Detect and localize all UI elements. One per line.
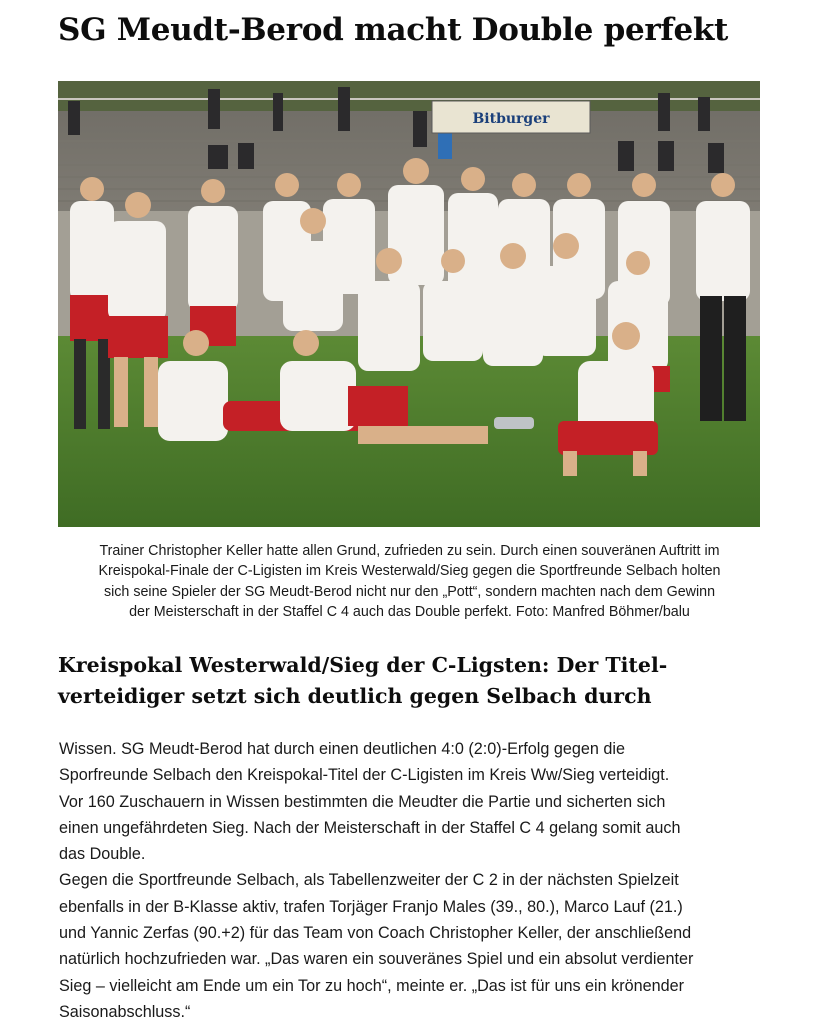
article-headline: SG Meudt-Berod macht Double perfekt [58,12,729,48]
body-line: und Yannic Zerfas (90.+2) für das Team von Coach Christopher Keller, der anschließend [59,924,692,943]
body-line: ebenfalls in der B-Klasse aktiv, trafen Torjäger Franjo Males (39., 80.), Marco Lauf (21.) [59,897,683,916]
trophy [494,417,534,429]
body-line: Sieg – vielleicht am Ende um ein Tor zu hoch“, meinte er. „Das ist für uns ein krönender [59,976,685,995]
photo-caption [50,541,769,623]
body-line: einen ungefährdeten Sieg. Nach der Meisterschaft in der Staffel C 4 gelang somit auch [59,818,681,837]
banner-text: Bitburger [472,111,550,127]
body-line: natürlich hochzufrieden war. „Das waren ein souveränes Spiel und ein absolut verdienter [59,950,694,969]
caption-line: Trainer Christopher Keller hatte allen Grund, zufrieden zu sein. Durch einen souveränen Auftritt im [99,543,720,559]
caption-line: der Meisterschaft in der Staffel C 4 auch das Double perfekt. Foto: Manfred Böhmer/balu [129,604,690,621]
article-subheadline [58,650,770,712]
caption-line: sich seine Spieler der SG Meudt-Berod nicht nur den „Pott“, sondern machten nach dem Gewinn [103,583,716,600]
trees [58,81,760,111]
body-line: Saisonabschluss.“ [59,1002,191,1021]
team-photo [58,81,760,527]
subheadline-line: verteidiger setzt sich deutlich gegen Selbach durch [58,684,652,708]
body-line: Wissen. SG Meudt-Berod hat durch einen deutlichen 4:0 (2:0)-Erfolg gegen die [59,740,625,758]
body-line: Gegen die Sportfreunde Selbach, als Tabellenzweiter der C 2 in der nächsten Spielzeit [59,871,679,890]
subheadline-line: Kreispokal Westerwald/Sieg der C-Ligsten: Der Titel- [58,653,668,677]
caption-line: Kreispokal-Finale der C-Ligisten im Kreis Westerwald/Sieg gegen die Sportfreunde Selbach holten [98,563,721,580]
article-body [59,736,779,1025]
body-line: Sporfreunde Selbach den Kreispokal-Titel der C-Ligisten im Kreis Ww/Sieg verteidigt. [59,766,670,785]
body-line: das Double. [59,845,146,864]
body-line: Vor 160 Zuschauern in Wissen bestimmten die Meudter die Partie und sicherten sich [59,792,666,811]
